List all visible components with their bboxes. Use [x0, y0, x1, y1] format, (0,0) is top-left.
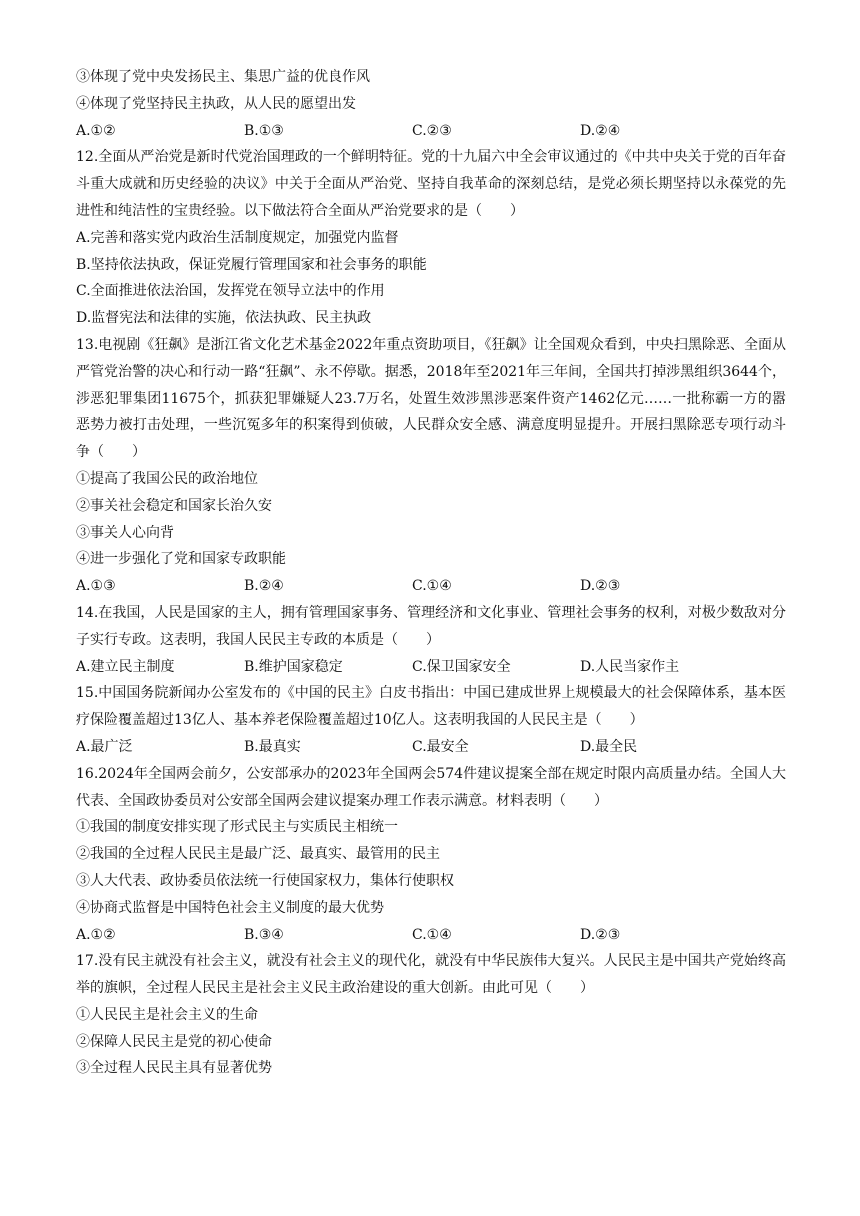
- option-a[interactable]: A.建立民主制度: [76, 658, 175, 675]
- option-d[interactable]: D.②③: [580, 578, 621, 595]
- statement-4: ④协商式监督是中国特色社会主义制度的最大优势: [76, 899, 384, 916]
- question-13-stem: 13.电视剧《狂飙》是浙江省文化艺术基金2022年重点资助项目，《狂飙》让全国观众看到，中央扫黑除恶、全面从严管党治警的决心和行动一路“狂飙”、永不停歇。据悉，2018年至2021年三年间，全国共打掉涉黑组织3644个，涉恶犯罪集团11675个，抓获犯罪嫌疑人23.7万名，处置生效涉黑涉恶案件资产1462亿元……一批称霸一方的嚣恶势力被打击处理，一些沉冤多年的积案得到侦破，人民群众安全感、满意度明显提升。开展扫黑除恶专项行动斗争（ ）: [76, 336, 786, 461]
- option-b[interactable]: B.③④: [244, 926, 284, 943]
- exam-page: [76, 64, 786, 1082]
- option-a[interactable]: A.①③: [76, 578, 116, 595]
- option-c[interactable]: C.最安全: [412, 738, 469, 755]
- option-b[interactable]: B.坚持依法执政，保证党履行管理国家和社会事务的职能: [76, 256, 427, 273]
- statement-3: ③体现了党中央发扬民主、集思广益的优良作风: [76, 69, 370, 85]
- option-b[interactable]: B.最真实: [244, 738, 301, 755]
- option-b[interactable]: B.②④: [244, 578, 284, 595]
- statement-1: ①人民民主是社会主义的生命: [76, 1006, 258, 1023]
- answer-options: [76, 654, 786, 681]
- option-a[interactable]: A.最广泛: [76, 738, 133, 755]
- option-b[interactable]: B.①③: [244, 122, 284, 139]
- statement-2: ②保障人民民主是党的初心使命: [76, 1033, 272, 1050]
- option-c[interactable]: C.全面推进依法治国，发挥党在领导立法中的作用: [76, 283, 385, 300]
- statement-4: ④进一步强化了党和国家专政职能: [76, 551, 286, 568]
- question-12-stem: 12.全面从严治党是新时代党治国理政的一个鲜明特征。党的十九届六中全会审议通过的《中共中央关于党的百年奋斗重大成就和历史经验的决议》中关于全面从严治党、坚持自我革命的深刻总结，是党必须长期坚持以永葆党的先进性和纯洁性的宝贵经验。以下做法符合全面从严治党要求的是（ ）: [76, 149, 786, 219]
- option-c[interactable]: C.保卫国家安全: [412, 658, 511, 675]
- option-d[interactable]: D.②④: [580, 122, 621, 139]
- option-a[interactable]: A.①②: [76, 122, 116, 139]
- statement-4: ④体现了党坚持民主执政，从人民的愿望出发: [76, 95, 356, 112]
- option-c[interactable]: C.①④: [412, 578, 452, 595]
- option-d[interactable]: D.②③: [580, 926, 621, 943]
- option-b[interactable]: B.维护国家稳定: [244, 658, 343, 675]
- statement-3: ③人大代表、政协委员依法统一行使国家权力，集体行使职权: [76, 872, 454, 889]
- answer-options: [76, 118, 786, 145]
- answer-options: [76, 573, 786, 600]
- option-d[interactable]: D.人民当家作主: [580, 658, 680, 675]
- question-15-stem: 15.中国国务院新闻办公室发布的《中国的民主》白皮书指出：中国已建成世界上规模最大的社会保障体系，基本医疗保险覆盖超过13亿人、基本养老保险覆盖超过10亿人。这表明我国的人民民主是（ ）: [76, 685, 786, 729]
- question-14-stem: 14.在我国，人民是国家的主人，拥有管理国家事务、管理经济和文化事业、管理社会事务的权利，对极少数敌对分子实行专政。这表明，我国人民民主专政的本质是（ ）: [76, 604, 786, 648]
- statement-1: ①我国的制度安排实现了形式民主与实质民主相统一: [76, 819, 398, 836]
- answer-options: [76, 734, 786, 761]
- option-c[interactable]: C.②③: [412, 122, 452, 139]
- answer-options: [76, 922, 786, 949]
- statement-2: ②我国的全过程人民民主是最广泛、最真实、最管用的民主: [76, 846, 440, 863]
- statement-1: ①提高了我国公民的政治地位: [76, 470, 258, 487]
- statement-3: ③全过程人民民主具有显著优势: [76, 1060, 272, 1077]
- statement-3: ③事关人心向背: [76, 524, 174, 541]
- option-d[interactable]: D.监督宪法和法律的实施，依法执政、民主执政: [76, 310, 372, 327]
- statement-2: ②事关社会稳定和国家长治久安: [76, 497, 272, 514]
- option-d[interactable]: D.最全民: [580, 738, 638, 755]
- option-a[interactable]: A.完善和落实党内政治生活制度规定，加强党内监督: [76, 229, 399, 246]
- question-17-stem: 17.没有民主就没有社会主义，就没有社会主义的现代化，就没有中华民族伟大复兴。人民民主是中国共产党始终高举的旗帜，全过程人民民主是社会主义民主政治建设的重大创新。由此可见（ ）: [76, 953, 786, 997]
- option-a[interactable]: A.①②: [76, 926, 116, 943]
- option-c[interactable]: C.①④: [412, 926, 452, 943]
- question-16-stem: 16.2024年全国两会前夕，公安部承办的2023年全国两会574件建议提案全部在规定时限内高质量办结。全国人大代表、全国政协委员对公安部全国两会建议提案办理工作表示满意。材料表明（ ）: [76, 765, 786, 809]
